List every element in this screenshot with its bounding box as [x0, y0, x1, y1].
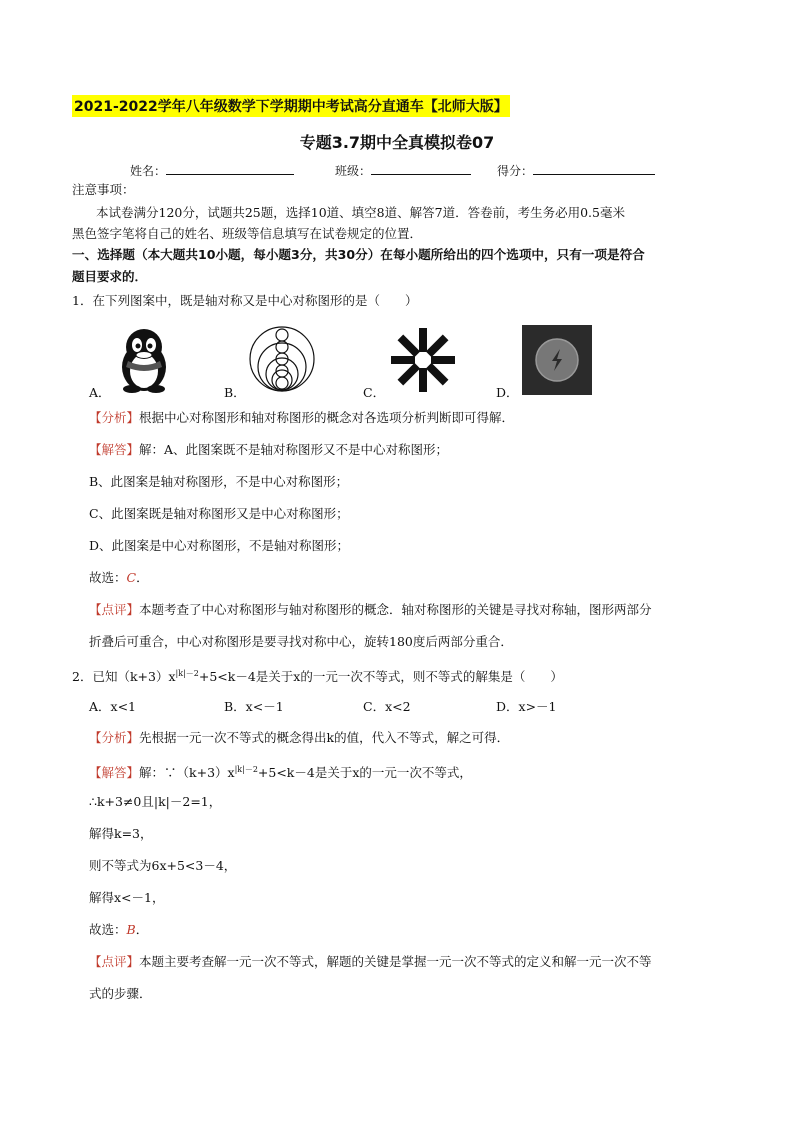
badge-image: [522, 325, 592, 395]
penguin-image: [110, 325, 178, 393]
q2-choose: [89, 921, 148, 939]
notes-line-1: 本试卷满分120分，试题共25题，选择10道、填空8道、解答7道．答卷前，考生务必用0.5毫米: [96, 205, 625, 220]
notes-heading: 注意事项：: [72, 182, 135, 197]
q1-option-a-label: A．: [89, 385, 111, 400]
q2-stem: [72, 665, 563, 686]
name-label: 姓名：: [130, 164, 167, 178]
q2-choose-label: 故选：: [89, 922, 127, 937]
q1-answer-prefix: 解：: [139, 442, 165, 457]
class-label: 班级：: [335, 164, 372, 178]
q1-choose: [89, 569, 149, 587]
q1-option-d-label: D．: [496, 385, 519, 400]
q1-stem: 1．在下列图案中，既是轴对称又是中心对称图形的是（ ）: [72, 293, 418, 308]
page-title: 专题3.7期中全真模拟卷07: [299, 133, 495, 152]
class-field: [335, 162, 471, 179]
q2-comment-1: [89, 953, 652, 971]
q1-comment-2: 折叠后可重合，中心对称图形是要寻找对称中心，旋转180度后两部分重合．: [89, 634, 513, 649]
class-blank: [371, 162, 471, 175]
q2-stem-a: 2．已知（k+3）x: [72, 669, 176, 684]
q2-option-b: B．x<－1: [224, 699, 284, 714]
q2-analysis-text: 先根据一元一次不等式的概念得出k的值，代入不等式，解之可得．: [139, 730, 510, 745]
circles-image: [248, 325, 316, 393]
q2-step-3: 则不等式为6x+5<3－4，: [89, 858, 237, 873]
score-blank: [533, 162, 655, 175]
q2-option-d: D．x>－1: [496, 699, 557, 714]
q2-choose-end: ．: [135, 922, 149, 937]
q2-choose-value: B: [126, 922, 136, 937]
q1-choose-label: 故选：: [89, 570, 127, 585]
name-blank: [166, 162, 294, 175]
q1-answer-line-b: B、此图案是轴对称图形，不是中心对称图形；: [89, 474, 349, 489]
q2-answer-b: +5<k－4是关于x的一元一次不等式，: [257, 765, 472, 780]
section-heading-2: 题目要求的．: [72, 269, 148, 284]
q1-answer-line-a: A、此图案既不是轴对称图形又不是中心对称图形；: [164, 442, 449, 457]
q1-option-c-label: C．: [363, 385, 386, 400]
starburst-image: [388, 325, 458, 395]
q1-analysis: [89, 409, 514, 427]
q1-choose-value: C: [126, 570, 137, 585]
q2-comment-2: 式的步骤．: [89, 986, 152, 1001]
q1-comment-text-1: 本题考查了中心对称图形与轴对称图形的概念．轴对称图形的关键是寻找对称轴，图形两部分: [139, 602, 652, 617]
q1-answer-tag: 【解答】: [89, 442, 140, 457]
score-field: [497, 162, 655, 179]
name-field: [130, 162, 294, 179]
q1-choose-end: ．: [136, 570, 149, 585]
q1-comment-tag: 【点评】: [89, 602, 140, 617]
q2-comment-text-1: 本题主要考查解一元一次不等式，解题的关键是掌握一元一次不等式的定义和解一元一次不等: [139, 954, 652, 969]
q1-answer-line-c: C、此图案既是轴对称图形又是中心对称图形；: [89, 506, 349, 521]
q1-comment-1: [89, 601, 652, 619]
q2-stem-b: +5<k－4是关于x的一元一次不等式，则不等式的解集是（ ）: [198, 669, 563, 684]
q2-answer-a: 解：∵（k+3）x: [139, 765, 235, 780]
q2-answer-exponent: |k|－2: [234, 765, 258, 774]
q2-analysis: [89, 729, 509, 747]
q2-step-2: 解得k=3，: [89, 826, 153, 841]
q2-step-1: ∴k+3≠0且|k|－2=1，: [89, 794, 222, 809]
section-heading-1: 一、选择题（本大题共10小题，每小题3分，共30分）在每小题所给出的四个选项中，只有一项是符合: [72, 247, 645, 262]
q1-analysis-tag: 【分析】: [89, 410, 140, 425]
q1-answer: [89, 441, 448, 459]
q2-option-a: A．x<1: [89, 699, 137, 714]
q2-option-c: C．x<2: [363, 699, 411, 714]
q2-answer-tag: 【解答】: [89, 765, 140, 780]
q2-comment-tag: 【点评】: [89, 954, 140, 969]
q1-analysis-text: 根据中心对称图形和轴对称图形的概念对各选项分析判断即可得解．: [139, 410, 515, 425]
notes-line-2: 黑色签字笔将自己的姓名、班级等信息填写在试卷规定的位置．: [72, 226, 423, 241]
q2-stem-exponent: |k|－2: [175, 669, 199, 678]
q2-answer: [89, 761, 472, 782]
score-label: 得分：: [497, 164, 534, 178]
q1-answer-line-d: D、此图案是中心对称图形，不是轴对称图形；: [89, 538, 350, 553]
q2-step-4: 解得x<－1，: [89, 890, 165, 905]
series-banner: 2021-2022学年八年级数学下学期期中考试高分直通车【北师大版】: [72, 95, 510, 117]
q2-analysis-tag: 【分析】: [89, 730, 140, 745]
q1-option-b-label: B．: [224, 385, 246, 400]
